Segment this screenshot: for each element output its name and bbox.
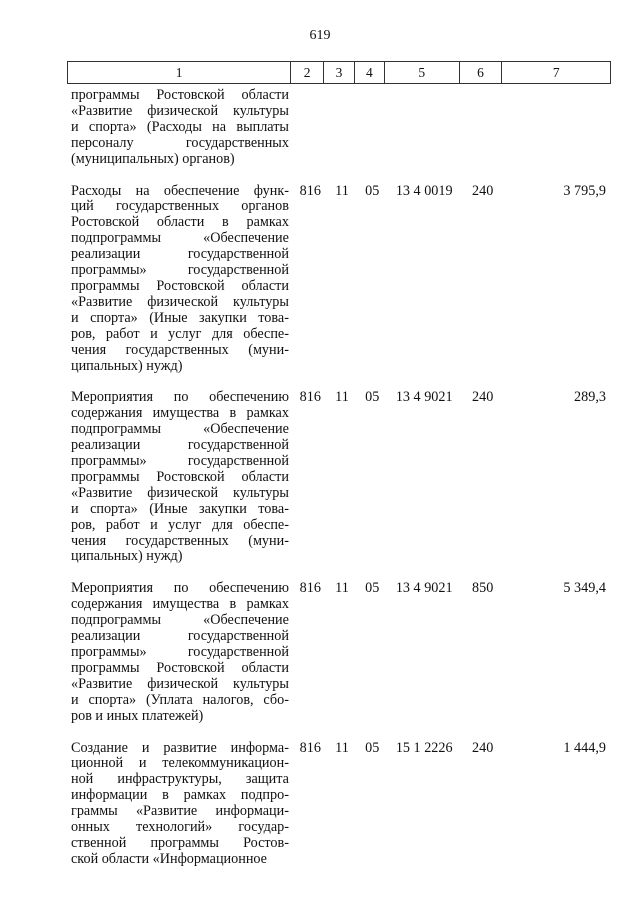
section-cell: 11 (335, 739, 349, 756)
description-line: ров, работ и услуг для обеспе- (71, 325, 289, 342)
subsection-cell: 05 (365, 580, 380, 597)
description-line: Расходы на обеспечение функ- (71, 182, 289, 199)
description-line: чения государственных (муни- (71, 341, 289, 358)
row-description (67, 741, 289, 868)
sum-cell: 1 444,9 (563, 739, 606, 756)
description-line: программы» государственной (71, 262, 289, 279)
table-row (67, 581, 611, 724)
description-line: содержания имущества в рамках (71, 596, 289, 613)
target-code-cell: 13 4 9021 (395, 580, 453, 597)
header-col-2: 2 (291, 62, 324, 83)
description-line: и спорта» (Уплата налогов, сбо- (71, 691, 289, 708)
description-line: ров и иных платежей) (71, 707, 204, 724)
description-line: Создание и развитие информа- (71, 739, 289, 756)
admin-code-cell (294, 88, 327, 168)
table-header-row (67, 61, 611, 84)
header-col-6: 6 (460, 62, 503, 83)
subsection-cell: 05 (365, 389, 380, 406)
description-line: чения государственных (муни- (71, 532, 289, 549)
description-line: реализации государственной (71, 246, 289, 263)
description-line: программы» государственной (71, 453, 289, 470)
subsection-cell (357, 88, 387, 168)
description-line: онных технологий» государ- (71, 819, 289, 836)
admin-code-cell: 816 (299, 739, 321, 756)
description-line: подпрограммы «Обеспечение (71, 230, 289, 247)
header-col-7: 7 (552, 64, 560, 80)
expense-type-cell (461, 88, 504, 168)
description-line: персоналу государственных (71, 134, 289, 151)
header-col-4: 4 (355, 62, 385, 83)
target-code-cell (387, 88, 461, 168)
description-line: граммы «Развитие информаци- (71, 803, 289, 820)
table-row (67, 184, 611, 375)
description-line: информации в рамках подпро- (71, 787, 289, 804)
admin-code-cell: 816 (299, 389, 321, 406)
description-line: «Развитие физической культуры (71, 293, 289, 310)
description-line: и спорта» (Иные закупки това- (71, 309, 289, 326)
subsection-cell: 05 (365, 739, 380, 756)
description-line: подпрограммы «Обеспечение (71, 421, 289, 438)
description-line: программы Ростовской области (71, 659, 289, 676)
table-row (67, 390, 611, 565)
page-number: 619 (309, 28, 331, 43)
description-line: ственной программы Ростов- (71, 834, 289, 851)
section-cell (327, 88, 358, 168)
description-line: «Развитие физической культуры (71, 102, 289, 119)
description-line: ской области «Информационное (71, 850, 267, 867)
description-line: Ростовской области в рамках (71, 214, 289, 231)
description-line: реализации государственной (71, 628, 289, 645)
admin-code-cell: 816 (299, 182, 321, 199)
header-col-3: 3 (324, 62, 355, 83)
description-line: (муниципальных) органов) (71, 150, 235, 167)
row-description (67, 184, 289, 375)
description-line: Мероприятия по обеспечению (71, 580, 289, 597)
description-line: содержания имущества в рамках (71, 405, 289, 422)
description-line: и спорта» (Иные закупки това- (71, 500, 289, 517)
expense-type-cell: 850 (472, 580, 494, 597)
table-row (67, 88, 611, 168)
admin-code-cell: 816 (299, 580, 321, 597)
expense-type-cell: 240 (472, 182, 494, 199)
section-cell: 11 (335, 580, 349, 597)
sum-cell: 5 349,4 (563, 580, 606, 597)
description-line: ципальных) нужд) (71, 357, 183, 374)
description-line: ций государственных органов (71, 198, 289, 215)
description-line: реализации государственной (71, 437, 289, 454)
description-line: «Развитие физической культуры (71, 484, 289, 501)
description-line: программы» государственной (71, 644, 289, 660)
description-line: и спорта» (Расходы на выплаты (71, 118, 289, 135)
sum-cell: 3 795,9 (563, 182, 606, 199)
description-line: ров, работ и услуг для обеспе- (71, 516, 289, 533)
description-line: подпрограммы «Обеспечение (71, 612, 289, 629)
target-code-cell: 13 4 0019 (395, 182, 453, 199)
description-line: Мероприятия по обеспечению (71, 389, 289, 406)
row-description (67, 88, 289, 168)
section-cell: 11 (335, 182, 349, 199)
target-code-cell: 13 4 9021 (395, 389, 453, 406)
subsection-cell: 05 (365, 182, 380, 199)
description-line: программы Ростовской области (71, 87, 289, 103)
description-line: ционной и телекоммуникацион- (71, 755, 289, 772)
row-description (67, 390, 289, 565)
sum-cell: 289,3 (574, 389, 606, 406)
header-col-5: 5 (385, 62, 460, 83)
description-line: программы Ростовской области (71, 468, 289, 485)
description-line: программы Ростовской области (71, 277, 289, 294)
section-cell: 11 (335, 389, 349, 406)
table-row (67, 741, 611, 868)
description-line: ципальных) нужд) (71, 548, 183, 565)
sum-cell (504, 88, 611, 168)
table-body (67, 88, 611, 884)
row-description (67, 581, 289, 724)
target-code-cell: 15 1 2226 (395, 739, 453, 756)
description-line: ной инфраструктуры, защита (71, 771, 289, 788)
header-col-1: 1 (68, 62, 291, 83)
expense-type-cell: 240 (472, 389, 494, 406)
expense-type-cell: 240 (472, 739, 494, 756)
description-line: «Развитие физической культуры (71, 675, 289, 692)
